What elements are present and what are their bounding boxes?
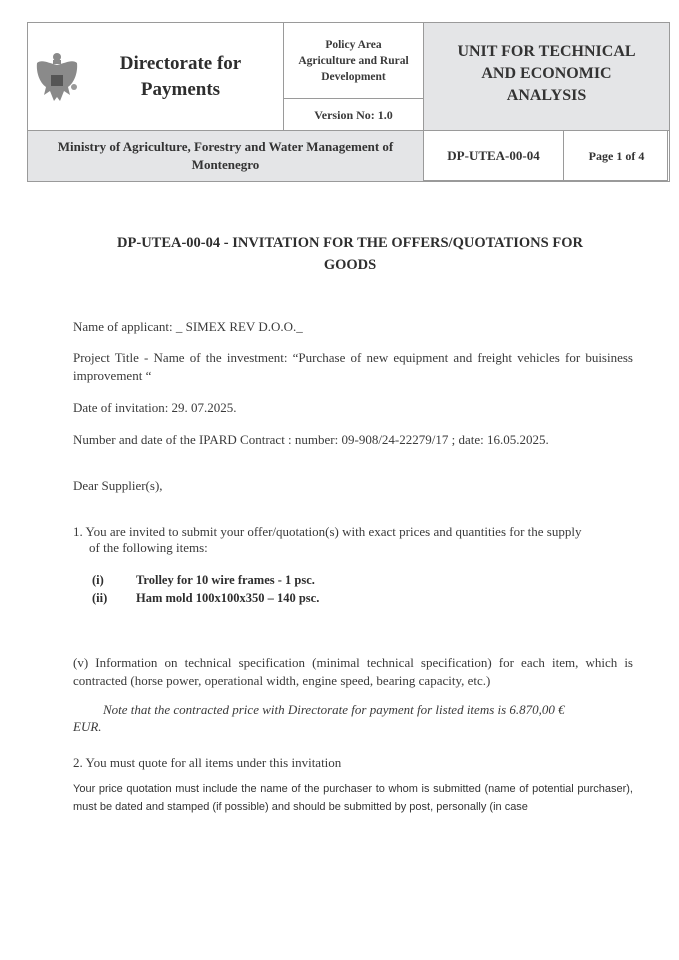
page-cell [563, 130, 670, 182]
ministry-line-2: Montenegro [191, 157, 260, 172]
doc-code: DP-UTEA-00-04 [447, 148, 540, 163]
section-1-line-1: 1. You are invited to submit your offer/quotation(s) with exact prices and quantities for the supply [73, 524, 582, 539]
contract-price-note: Note that the contracted price with Directorate for payment for listed items is 6.870,00 € [103, 702, 565, 717]
quotation-requirements: Your price quotation must include the name of the purchaser to whom is submitted (name of potential purchaser), must be dated and stamped (if possible) and should be submitted by post, personally (in case [73, 783, 633, 813]
section-2-heading: 2. You must quote for all items under this invitation [73, 755, 342, 770]
directorate-line-1: Directorate for [119, 52, 242, 74]
item-number-2: (ii) [92, 591, 108, 605]
ministry-line-1: Ministry of Agriculture, Forestry and Water Management of [57, 139, 394, 154]
unit-line-2: AND ECONOMIC [481, 65, 612, 82]
document-header-table [27, 22, 668, 181]
item-text-1: Trolley for 10 wire frames - 1 psc. [136, 573, 315, 587]
page-number: Page 1 of 4 [588, 148, 645, 163]
project-title: Project Title - Name of the investment: “Purchase of new equipment and freight vehicles for buisiness improvement “ [73, 350, 633, 383]
ministry-cell [27, 130, 424, 182]
policy-area-line-3: Development [321, 70, 386, 83]
section-1-line-2: of the following items: [89, 540, 208, 555]
coat-of-arms-icon [34, 51, 80, 107]
technical-specification-info: (v) Information on technical specification (minimal technical specification) for each item, which is contracted (horse power, operational width, engine speed, bearing capacity, etc.) [73, 655, 633, 688]
directorate-cell [27, 22, 284, 131]
date-of-invitation: Date of invitation: 29. 07.2025. [73, 400, 237, 415]
version-number: Version No: 1.0 [314, 107, 393, 122]
unit-cell [423, 22, 670, 131]
title-line-1: DP-UTEA-00-04 - INVITATION FOR THE OFFERS/QUOTATIONS FOR [117, 235, 583, 251]
greeting: Dear Supplier(s), [73, 478, 163, 493]
doc-code-cell [423, 130, 564, 182]
policy-area-label: Policy Area [325, 38, 382, 51]
unit-line-1: UNIT FOR TECHNICAL [457, 43, 636, 60]
directorate-line-2: Payments [140, 78, 221, 100]
policy-area-line-2: Agriculture and Rural [298, 54, 409, 67]
contract-price-note-cont: EUR. [73, 719, 102, 734]
item-number-1: (i) [92, 573, 104, 587]
version-cell [283, 98, 424, 131]
title-line-2: GOODS [323, 257, 377, 273]
applicant-name: Name of applicant: _ SIMEX REV D.O.O._ [73, 319, 303, 334]
item-text-2: Ham mold 100x100x350 – 140 psc. [136, 591, 320, 605]
policy-area-cell [283, 22, 424, 99]
unit-line-3: ANALYSIS [506, 87, 587, 104]
ipard-contract: Number and date of the IPARD Contract : number: 09-908/24-22279/17 ; date: 16.05.2025. [73, 432, 549, 447]
document-title [60, 232, 640, 276]
